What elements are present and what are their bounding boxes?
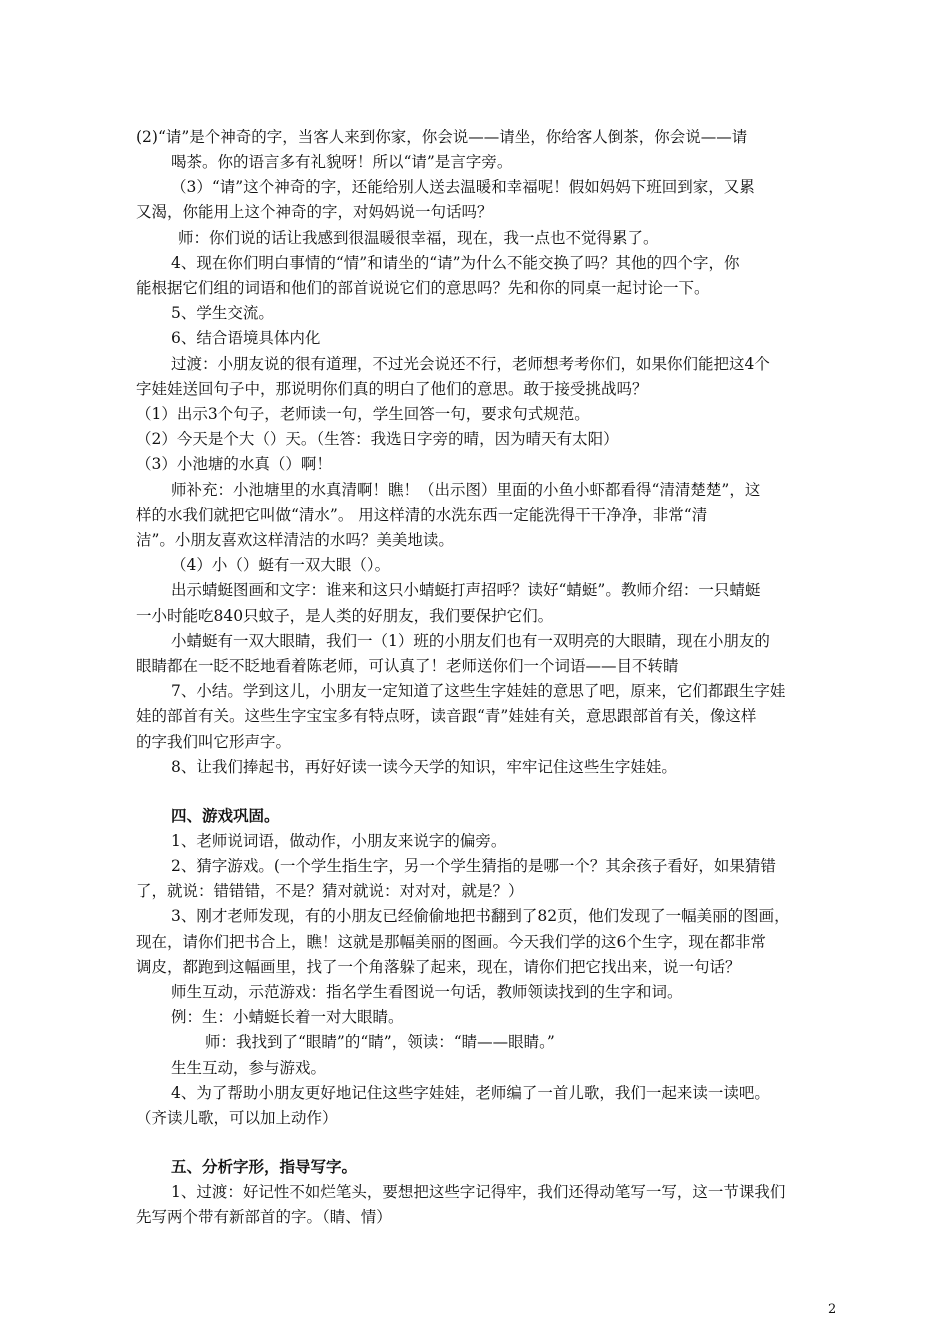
text-line: （3）小池塘的水真（）啊！ [136,455,332,473]
text-line: 5、学生交流。 [171,304,274,322]
text-line: 8、让我们捧起书，再好好读一读今天学的知识，牢牢记住这些生字娃娃。 [171,758,677,776]
text-line: 师生互动，示范游戏：指名学生看图说一句话，教师领读找到的生字和词。 [171,983,683,1001]
text-line: 1、过渡：好记性不如烂笔头，要想把这些字记得牢，我们还得动笔写一写，这一节课我们 [171,1183,786,1201]
text-line: 娃的部首有关。这些生字宝宝多有特点呀，读音跟“青”娃娃有关，意思跟部首有关，像这样 [136,707,757,725]
page-number: 2 [828,1302,837,1317]
text-line: （齐读儿歌，可以加上动作） [136,1109,338,1127]
section-heading: 五、分析字形，指导写字。 [171,1157,358,1176]
text-line: 6、结合语境具体内化 [171,329,321,347]
text-line: 了，就说：错错错，不是？猜对就说：对对对，就是？） [136,882,524,900]
text-line: （1）出示3个句子，老师读一句，学生回答一句，要求句式规范。 [136,405,590,423]
text-line: 眼睛都在一眨不眨地看着陈老师，可认真了！老师送你们一个词语——目不转睛 [136,657,679,675]
text-line: 又渴，你能用上这个神奇的字，对妈妈说一句话吗？ [136,203,493,221]
text-line: （4）小（）蜓有一双大眼（）。 [171,556,391,574]
text-line: 小蜻蜓有一双大眼睛，我们一（1）班的小朋友们也有一双明亮的大眼睛，现在小朋友的 [171,632,770,650]
text-line: 师：你们说的话让我感到很温暖很幸福，现在，我一点也不觉得累了。 [178,229,659,247]
text-line: 生生互动，参与游戏。 [171,1059,327,1077]
text-line: 一小时能吃840只蚊子，是人类的好朋友，我们要保护它们。 [136,607,554,625]
text-line: 字娃娃送回句子中，那说明你们真的明白了他们的意思。敢于接受挑战吗？ [136,380,648,398]
text-line: 1、老师说词语，做动作，小朋友来说字的偏旁。 [171,832,507,850]
text-line: 能根据它们组的词语和他们的部首说说它们的意思吗？先和你的同桌一起讨论一下。 [136,279,710,297]
text-line: 过渡：小朋友说的很有道理，不过光会说还不行，老师想考考你们，如果你们能把这4个 [171,355,770,373]
text-line: 4、为了帮助小朋友更好地记住这些字娃娃，老师编了一首儿歌，我们一起来读一读吧。 [171,1084,770,1102]
text-line: 7、小结。学到这儿，小朋友一定知道了这些生字娃娃的意思了吧，原来，它们都跟生字娃 [171,682,786,700]
text-line: 例：生：小蜻蜓长着一对大眼睛。 [171,1008,404,1026]
text-line: 喝茶。你的语言多有礼貌呀！所以“请”是言字旁。 [171,153,513,171]
text-line: 3、刚才老师发现，有的小朋友已经偷偷地把书翻到了82页，他们发现了一幅美丽的图画， [171,907,790,925]
text-line: 师补充：小池塘里的水真清啊！瞧！（出示图）里面的小鱼小虾都看得“清清楚楚”，这 [171,481,761,499]
text-line: (2)“请”是个神奇的字，当客人来到你家，你会说——请坐，你给客人倒茶，你会说——请 [136,128,748,146]
text-line: 4、现在你们明白事情的“情”和请坐的“请”为什么不能交换了吗？其他的四个字，你 [171,254,740,272]
text-line: 先写两个带有新部首的字。（睛、情） [136,1208,392,1226]
text-line: 样的水我们就把它叫做“清水”。 用这样清的水洗东西一定能洗得干干净净，非常“清 [136,506,708,524]
text-line: 2、猜字游戏。(一个学生指生字，另一个学生猜指的是哪一个？其余孩子看好，如果猜错 [171,857,776,875]
text-line: 现在，请你们把书合上，瞧！这就是那幅美丽的图画。今天我们学的这6个生字，现在都非常 [136,933,766,951]
text-line: 出示蜻蜓图画和文字：谁来和这只小蜻蜓打声招呼？读好“蜻蜓”。教师介绍：一只蜻蜓 [171,581,761,599]
text-line: （2）今天是个大（）天。（生答：我选日字旁的晴，因为晴天有太阳） [136,430,619,448]
text-line: （3）“请”这个神奇的字，还能给别人送去温暖和幸福呢！假如妈妈下班回到家，又累 [171,178,755,196]
section-heading: 四、游戏巩固。 [171,806,280,825]
text-line: 的字我们叫它形声字。 [136,733,292,751]
text-line: 师：我找到了“眼睛”的“睛”，领读：“睛——眼睛。” [205,1033,555,1051]
text-line: 洁”。小朋友喜欢这样清洁的水吗？美美地读。 [136,531,454,549]
text-line: 调皮，都跑到这幅画里，找了一个角落躲了起来，现在，请你们把它找出来，说一句话？ [136,958,741,976]
